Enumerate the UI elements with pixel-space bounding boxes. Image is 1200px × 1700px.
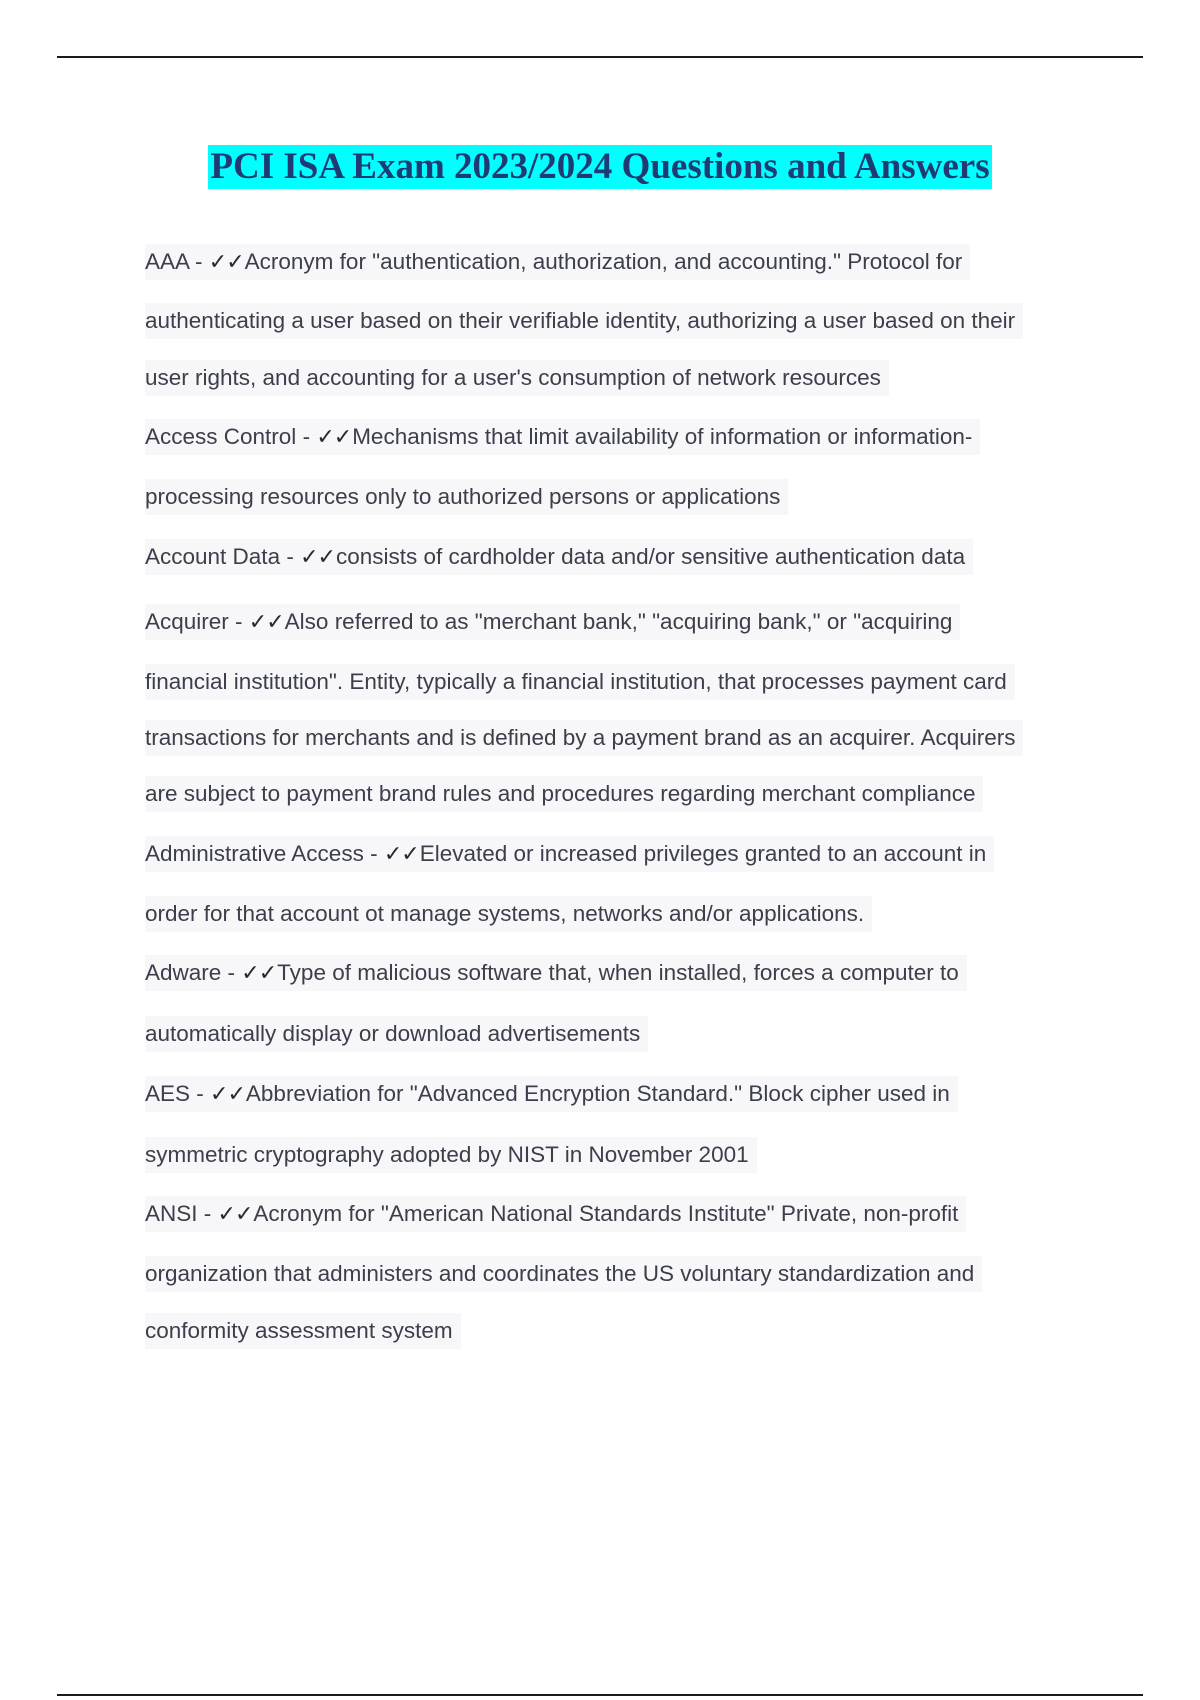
entry-line bbox=[145, 664, 1015, 700]
entry-line bbox=[145, 836, 994, 872]
entry-line bbox=[145, 1016, 648, 1052]
term-separator: - bbox=[296, 424, 317, 449]
entry-definition: symmetric cryptography adopted by NIST in November 2001 bbox=[145, 1142, 749, 1167]
entry-line bbox=[145, 1196, 966, 1232]
entry-term: AAA bbox=[145, 249, 189, 274]
double-check-icon: ✓✓ bbox=[300, 545, 335, 570]
entry-definition: transactions for merchants and is defined by a payment brand as an acquirer. Acquirers bbox=[145, 725, 1016, 750]
entry-definition: order for that account ot manage systems, networks and/or applications. bbox=[145, 901, 865, 926]
term-separator: - bbox=[197, 1201, 218, 1226]
entry-line bbox=[145, 604, 960, 640]
top-rule bbox=[57, 56, 1143, 58]
term-separator: - bbox=[221, 960, 242, 985]
entry-line bbox=[145, 1137, 757, 1173]
entry-definition: user rights, and accounting for a user's consumption of network resources bbox=[145, 365, 881, 390]
entry-line bbox=[145, 896, 872, 932]
entry-line bbox=[145, 360, 889, 396]
entry-line bbox=[145, 1076, 958, 1112]
entry-definition: conformity assessment system bbox=[145, 1318, 453, 1343]
entry-line bbox=[145, 776, 983, 812]
entry-term: Access Control bbox=[145, 424, 297, 449]
page-title: PCI ISA Exam 2023/2024 Questions and Answers bbox=[210, 146, 990, 187]
entry-line bbox=[145, 244, 970, 280]
entry-line bbox=[145, 419, 980, 455]
double-check-icon: ✓✓ bbox=[217, 1202, 253, 1227]
double-check-icon: ✓✓ bbox=[383, 842, 419, 867]
entry-line bbox=[145, 479, 788, 515]
entry-definition: processing resources only to authorized persons or applications bbox=[145, 484, 781, 509]
entry-definition: Also referred to as "merchant bank," "acquiring bank," or "acquiring bbox=[284, 609, 953, 634]
entry-line bbox=[145, 720, 1023, 756]
entry-line bbox=[145, 1256, 982, 1292]
entry-definition: Acronym for "American National Standards Institute" Private, non-profit bbox=[253, 1201, 959, 1226]
entry-definition: financial institution". Entity, typically a financial institution, that processes payment card bbox=[145, 669, 1007, 694]
double-check-icon: ✓✓ bbox=[208, 250, 244, 275]
term-separator: - bbox=[280, 544, 301, 569]
entry-definition: Abbreviation for "Advanced Encryption Standard." Block cipher used in bbox=[245, 1081, 950, 1106]
term-separator: - bbox=[190, 1081, 211, 1106]
entry-definition: Type of malicious software that, when installed, forces a computer to bbox=[277, 960, 959, 985]
term-separator: - bbox=[188, 249, 209, 274]
term-separator: - bbox=[363, 841, 384, 866]
entry-definition: are subject to payment brand rules and procedures regarding merchant compliance bbox=[145, 781, 976, 806]
double-check-icon: ✓✓ bbox=[248, 610, 284, 635]
entry-definition: organization that administers and coordinates the US voluntary standardization and bbox=[145, 1261, 975, 1286]
entry-definition: Acronym for "authentication, authorization, and accounting." Protocol for bbox=[244, 249, 963, 274]
title-container bbox=[0, 145, 1200, 189]
entry-line bbox=[145, 303, 1023, 339]
bottom-rule bbox=[57, 1694, 1143, 1696]
term-separator: - bbox=[228, 609, 249, 634]
entry-line bbox=[145, 539, 973, 575]
entry-line bbox=[145, 955, 967, 991]
entry-term: AES bbox=[145, 1081, 191, 1106]
entry-term: Account Data bbox=[145, 544, 281, 569]
entry-definition: Mechanisms that limit availability of information or information- bbox=[352, 424, 973, 449]
double-check-icon: ✓✓ bbox=[210, 1082, 245, 1107]
entry-definition: authenticating a user based on their verifiable identity, authorizing a user based on their bbox=[145, 308, 1016, 333]
entry-term: Adware bbox=[145, 960, 222, 985]
entry-definition: Elevated or increased privileges granted to an account in bbox=[419, 841, 987, 866]
entry-term: Acquirer bbox=[145, 609, 229, 634]
entry-definition: automatically display or download advertisements bbox=[145, 1021, 641, 1046]
entry-definition: consists of cardholder data and/or sensitive authentication data bbox=[335, 544, 966, 569]
double-check-icon: ✓✓ bbox=[241, 961, 277, 986]
double-check-icon: ✓✓ bbox=[316, 425, 352, 450]
entry-line bbox=[145, 1313, 461, 1349]
entry-term: ANSI bbox=[145, 1201, 198, 1226]
entry-term: Administrative Access bbox=[145, 841, 364, 866]
